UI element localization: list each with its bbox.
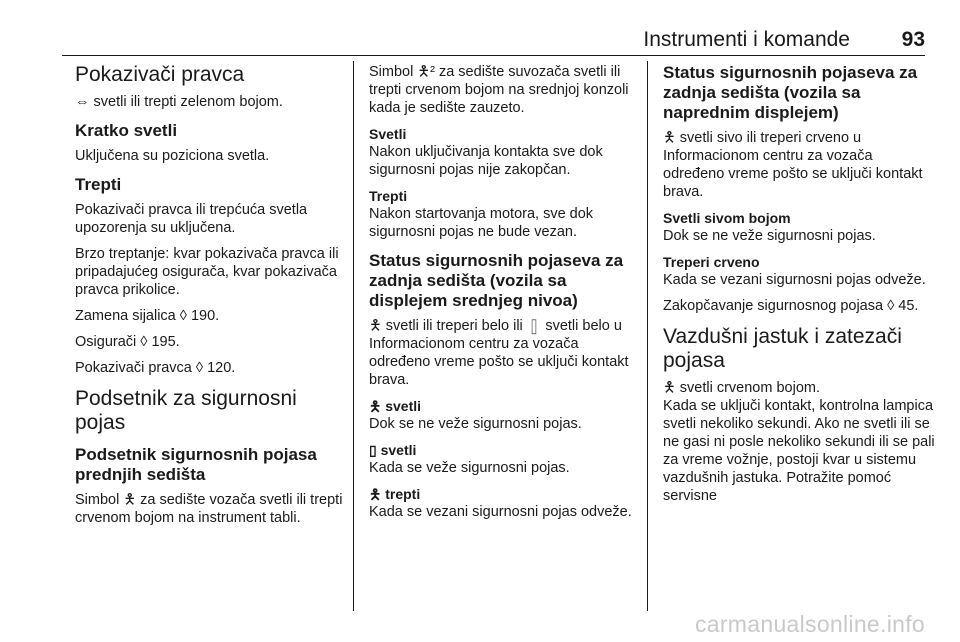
ref-fasten-belt: Zakopčavanje sigurnosnog pojasa ◊ 45. <box>663 298 919 314</box>
block-grey <box>663 209 935 245</box>
heading-turn-signals: Pokazivači pravca <box>75 63 245 86</box>
blink-text-2: Nakon startovanja motora, sve dok sigurnosni pojas ne bude vezan. <box>369 206 594 240</box>
heading-red: Treperi crveno <box>663 254 760 270</box>
heading-grey: Svetli sivom bojom <box>663 210 791 226</box>
ref-bulbs: Zamena sijalica ◊ 190. <box>75 308 220 324</box>
block-belt-blink <box>369 485 641 521</box>
airbag-light-text: 🯅 svetli crvenom bojom. <box>663 380 821 396</box>
column-divider-1 <box>353 61 354 611</box>
column-2 <box>369 63 641 529</box>
block-belt-on <box>369 397 641 433</box>
heading-belt-reminder: Podsetnik za sigurnosni pojas <box>75 387 297 434</box>
passenger-belt-text: Simbol 🯅² za sedište suvozača svetli ili trepti crvenom bojom na srednjoj konzoli kada je sedište zauzeto. <box>369 64 629 116</box>
section-title: Instrumenti i komande <box>643 28 850 51</box>
heading-front-belts: Podsetnik sigurnosnih pojasa prednjih sedišta <box>75 445 317 484</box>
rear-status-mid-text: 🯅 svetli ili treperi belo ili ▯ svetli belo u Informacionom centru za vozača određeno vreme pošto se uključi kontakt brava. <box>369 318 629 388</box>
heading-blink: Trepti <box>75 175 122 194</box>
header-divider <box>62 55 925 56</box>
block-blink <box>369 187 641 241</box>
rear-status-adv-text: 🯅 svetli sivo ili treperi crveno u Informacionom centru za vozača određeno vreme pošto se uključi kontakt brava. <box>663 130 923 200</box>
heading-rear-status-adv: Status sigurnosnih pojaseva za zadnja sedišta (vozila sa naprednim displejem) <box>663 63 918 122</box>
heading-on: Svetli <box>369 126 407 142</box>
fast-blink-text: Brzo treptanje: kvar pokazivača pravca ili pripadajućeg osigurača, kvar pokazivača pravca prikolice. <box>75 246 339 298</box>
page-header <box>0 27 960 53</box>
front-belts-text: Simbol 🯅 za sedište vozača svetli ili trepti crvenom bojom na instrument tabli. <box>75 492 343 526</box>
on-text: Nakon uključivanja kontakta sve dok sigurnosni pojas nije zakopčan. <box>369 144 603 178</box>
heading-blink-2: Trepti <box>369 188 408 204</box>
turn-signal-icon: ⇔ <box>75 94 90 110</box>
red-text: Kada se vezani sigurnosni pojas odveže. <box>663 272 926 288</box>
block-on <box>369 125 641 179</box>
block-red <box>663 253 935 289</box>
heading-short-light: Kratko svetli <box>75 121 178 140</box>
heading-box-on: ▯ svetli <box>369 442 417 458</box>
heading-airbag: Vazdušni jastuk i zatezači pojasa <box>663 325 902 372</box>
belt-on-text: Dok se ne veže sigurnosni pojas. <box>369 416 582 432</box>
blink-text: Pokazivači pravca ili trepćuća svetla upozorenja su uključena. <box>75 202 308 236</box>
ref-turn-signals: Pokazivači pravca ◊ 120. <box>75 360 236 376</box>
short-light-text: Uključena su poziciona svetla. <box>75 148 270 164</box>
heading-belt-blink: 🯅 trepti <box>369 486 421 502</box>
watermark: carmanualsonline.info <box>694 611 925 637</box>
box-on-text: Kada se veže sigurnosni pojas. <box>369 460 570 476</box>
column-1 <box>75 63 347 535</box>
belt-blink-text: Kada se vezani sigurnosni pojas odveže. <box>369 504 632 520</box>
page-number: 93 <box>901 28 925 51</box>
turn-signal-paragraph: ⇔ svetli ili trepti zelenom bojom. <box>75 94 283 110</box>
heading-belt-on: 🯅 svetli <box>369 398 422 414</box>
ref-fuses: Osigurači ◊ 195. <box>75 334 180 350</box>
grey-text: Dok se ne veže sigurnosni pojas. <box>663 228 876 244</box>
airbag-paragraph: Kada se uključi kontakt, kontrolna lampica svetli nekoliko sekundi. Ako ne svetli ili se ne gasi ni posle nekoliko sekundi ili se pali za vreme vožnje, postoji kvar u sistemu vazdušnih jastuka. Potražite pomoć servisne <box>663 398 935 504</box>
column-3 <box>663 63 935 513</box>
heading-rear-status-mid: Status sigurnosnih pojaseva za zadnja sedišta (vozila sa displejem srednjeg nivoa) <box>369 251 624 310</box>
column-divider-2 <box>647 61 648 611</box>
block-box-on <box>369 441 641 477</box>
